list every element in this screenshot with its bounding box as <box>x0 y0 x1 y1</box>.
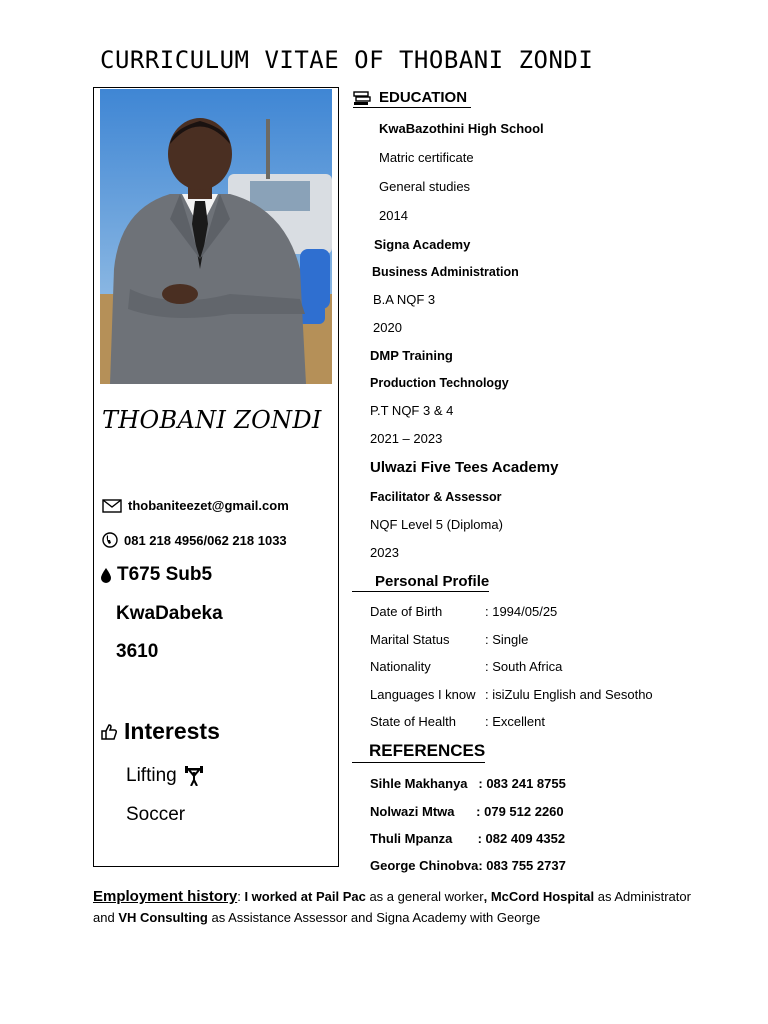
education-item: NQF Level 5 (Diploma) <box>370 517 503 532</box>
phone-row <box>102 532 287 548</box>
education-item: Ulwazi Five Tees Academy <box>370 459 559 476</box>
weightlifter-icon <box>185 766 203 786</box>
education-item: 2020 <box>373 320 402 335</box>
education-item: Business Administration <box>372 265 519 279</box>
interest-soccer: Soccer <box>126 804 186 825</box>
profile-row <box>370 604 557 619</box>
reference-item: George Chinobva: 083 755 2737 <box>370 858 566 873</box>
interest-lifting <box>126 765 203 787</box>
education-item: Facilitator & Assessor <box>370 490 502 504</box>
education-item: 2023 <box>370 545 399 560</box>
books-icon <box>353 90 371 106</box>
drop-icon <box>100 567 112 583</box>
address-line-2: KwaDabeka <box>116 603 223 624</box>
profile-value: : Single <box>485 632 529 647</box>
references-heading: REFERENCES <box>352 741 485 763</box>
education-item: Production Technology <box>370 376 509 390</box>
address-line-1 <box>100 564 212 586</box>
envelope-icon <box>102 499 122 513</box>
employment-heading: Employment history <box>93 888 238 905</box>
education-heading <box>353 89 471 108</box>
phone-icon <box>102 532 118 548</box>
email-row <box>102 498 289 513</box>
employment-text: as a general worker <box>365 889 484 904</box>
education-heading-text: EDUCATION <box>379 89 468 106</box>
profile-row <box>370 687 653 702</box>
education-item: B.A NQF 3 <box>373 292 436 307</box>
full-name: THOBANI ZONDI <box>102 406 322 434</box>
profile-row <box>370 659 562 674</box>
address-line-3: 3610 <box>116 641 159 662</box>
education-item: General studies <box>379 179 471 194</box>
reference-item: Thuli Mpanza : 082 409 4352 <box>370 831 566 846</box>
education-item: 2021 – 2023 <box>370 431 443 446</box>
reference-item: Sihle Makhanya : 083 241 8755 <box>370 776 566 791</box>
education-item: Signa Academy <box>374 237 471 252</box>
employment-text-bold: VH Consulting <box>118 910 208 925</box>
profile-label: Nationality <box>370 659 431 674</box>
education-item: DMP Training <box>370 348 453 363</box>
education-item: P.T NQF 3 & 4 <box>370 403 454 418</box>
profile-photo <box>100 89 332 384</box>
interests-heading <box>100 718 220 745</box>
education-item: KwaBazothini High School <box>379 121 544 136</box>
profile-row <box>370 714 545 729</box>
profile-value: : isiZulu English and Sesotho <box>485 687 653 702</box>
employment-history <box>93 886 693 928</box>
employment-text: as Assistance Assessor and Signa Academy with George <box>207 910 541 925</box>
profile-sidebar <box>93 87 339 867</box>
personal-profile-heading: Personal Profile <box>352 573 489 592</box>
phone-text: 081 218 4956/062 218 1033 <box>124 532 287 548</box>
education-item: Matric certificate <box>379 150 474 165</box>
profile-label: State of Health <box>370 714 456 729</box>
profile-row <box>370 632 528 647</box>
employment-text: : <box>237 889 245 904</box>
profile-value: : South Africa <box>485 659 563 674</box>
profile-value: : 1994/05/25 <box>485 604 558 619</box>
address-street: T675 Sub5 <box>117 564 213 585</box>
education-item: 2014 <box>379 208 408 223</box>
profile-value: : Excellent <box>485 714 545 729</box>
cv-title: CURRICULUM VITAE OF THOBANI ZONDI <box>100 46 594 74</box>
interest-lifting-label: Lifting <box>126 765 177 786</box>
reference-item: Nolwazi Mtwa : 079 512 2260 <box>370 804 564 819</box>
employment-text: as Administrator and <box>93 889 691 925</box>
profile-label: Marital Status <box>370 632 450 647</box>
profile-label: Date of Birth <box>370 604 443 619</box>
profile-label: Languages I know <box>370 687 476 702</box>
thumbs-up-icon <box>100 723 118 741</box>
interests-heading-text: Interests <box>124 718 220 744</box>
email-text: thobaniteezet@gmail.com <box>128 498 289 513</box>
employment-text-bold: , McCord Hospital <box>483 889 595 904</box>
employment-text-bold: I worked at Pail Pac <box>244 889 366 904</box>
